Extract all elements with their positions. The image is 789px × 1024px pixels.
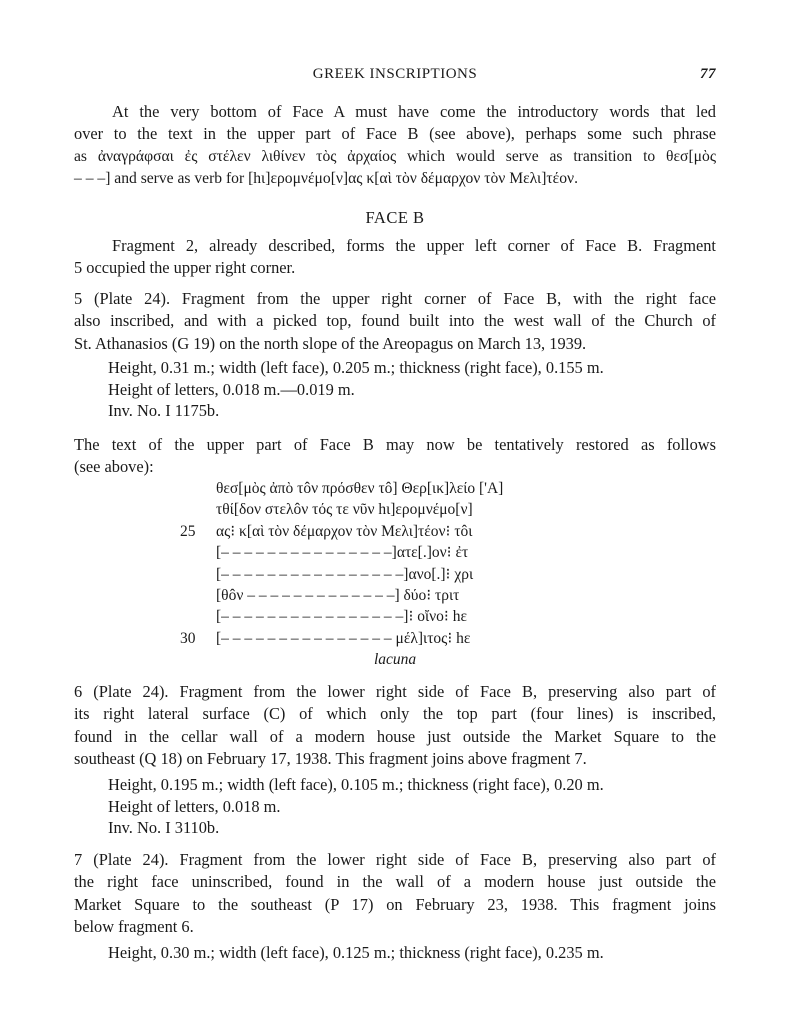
inscription-line	[180, 606, 600, 627]
inscription-line-text: [– – – – – – – – – – – – – – –]ατε[.]ον⁝ ἐτ	[216, 544, 469, 562]
intro-paragraph	[74, 101, 716, 191]
inscription-line	[180, 521, 600, 542]
inscription-line-text: [– – – – – – – – – – – – – – – –]⁝ οἴνο⁝ hε	[216, 608, 467, 626]
measurement-line: Inv. No. I 3110b.	[108, 818, 220, 837]
lacuna-label: lacuna	[374, 651, 417, 668]
paragraph-line: – – –] and serve as verb for [hι]ερομνέμο[ν]ας κ[αὶ τὸν δέμαρχον τὸν Μελι]τέον.	[74, 170, 578, 188]
inscription-line	[180, 478, 600, 499]
measurement-line: Height, 0.31 m.; width (left face), 0.205 m.; thickness (right face), 0.155 m.	[108, 358, 604, 377]
page-number: 77	[700, 66, 716, 82]
paragraph-line: the right face uninscribed, found in the wall of a modern house just outside the	[74, 872, 716, 892]
measurement-line: Inv. No. I 1175b.	[108, 401, 220, 420]
section-heading: FACE B	[365, 208, 425, 227]
paragraph-line: southeast (Q 18) on February 17, 1938. This fragment joins above fragment 7.	[74, 749, 587, 769]
paragraph-line: At the very bottom of Face A must have come the introductory words that led	[112, 102, 716, 121]
inscription-line-text: θεσ[μὸς ἀπὸ τôν πρόσθεν τô] Θερ[ικ]λείο ['Α]	[216, 480, 504, 497]
inscription-line	[180, 564, 600, 585]
fragment-6-description	[74, 681, 716, 771]
paragraph-line: (see above):	[74, 457, 154, 477]
inscription-line	[180, 542, 600, 563]
measurement-line: Height, 0.30 m.; width (left face), 0.125 m.; thickness (right face), 0.235 m.	[108, 943, 604, 962]
paragraph-line: 6 (Plate 24). Fragment from the lower right side of Face B, preserving also part of	[74, 682, 716, 701]
fragment-7-measurements	[108, 942, 716, 964]
measurement-line: Height, 0.195 m.; width (left face), 0.105 m.; thickness (right face), 0.20 m.	[108, 775, 604, 794]
paragraph-line: Market Square to the southeast (P 17) on February 23, 1938. This fragment joins	[74, 894, 716, 914]
paragraph-line: 7 (Plate 24). Fragment from the lower right side of Face B, preserving also part of	[74, 850, 716, 869]
measurement-line: Height of letters, 0.018 m.—0.019 m.	[108, 379, 355, 399]
paragraph-line: below fragment 6.	[74, 917, 194, 937]
paragraph-line: its right lateral surface (C) of which only the top part (four lines) is inscribed,	[74, 704, 716, 724]
inscription-line	[180, 628, 600, 649]
fragment-7-description	[74, 849, 716, 939]
face-b-paragraph	[74, 235, 716, 280]
paragraph-line: Fragment 2, already described, forms the upper left corner of Face B. Fragment	[112, 236, 716, 255]
paragraph-line: 5 occupied the upper right corner.	[74, 258, 296, 278]
inscription-line-text: [– – – – – – – – – – – – – – – μέλ]ιτος⁝ hε	[216, 629, 471, 647]
measurement-line: Height of letters, 0.018 m.	[108, 796, 281, 816]
paragraph-line: as ἀναγράφσαι ἐς στέλεν λιθίνεν τὸς ἀρχαίος which would serve as transition to θεσ[μὸς	[74, 147, 716, 165]
restoration-intro	[74, 434, 716, 479]
inscription-line-text: [θôν – – – – – – – – – – – – –] δύο⁝ τριτ	[216, 586, 460, 604]
paragraph-line: The text of the upper part of Face B may now be tentatively restored as follows	[74, 435, 716, 454]
inscription-line	[180, 585, 600, 606]
fragment-5-description	[74, 288, 716, 355]
running-title: GREEK INSCRIPTIONS	[312, 66, 478, 82]
inscription-line-text: [– – – – – – – – – – – – – – – –]ανο[.]⁝ χρι	[216, 565, 474, 583]
paragraph-line: over to the text in the upper part of Face B (see above), perhaps some such phrase	[74, 124, 716, 144]
paragraph-line: 5 (Plate 24). Fragment from the upper right corner of Face B, with the right face	[74, 289, 716, 308]
paragraph-line: St. Athanasios (G 19) on the north slope of the Areopagus on March 13, 1939.	[74, 333, 587, 353]
inscription-text	[180, 478, 600, 649]
inscription-line	[180, 499, 600, 520]
line-number: 25	[180, 522, 196, 540]
running-head	[74, 66, 716, 86]
paragraph-line: also inscribed, and with a picked top, found built into the west wall of the Church of	[74, 311, 716, 331]
paragraph-line: found in the cellar wall of a modern house just outside the Market Square to the	[74, 726, 716, 746]
fragment-6-measurements	[108, 774, 716, 839]
inscription-line-text: ας⁝ κ[αὶ τὸν δέμαρχον τὸν Μελι]τέον⁝ τôι	[216, 522, 473, 540]
line-number: 30	[180, 629, 196, 647]
fragment-5-measurements	[108, 357, 716, 422]
inscription-line-text: τθί[δον στελôν τός τε νῦν hι]ερομνέμο[ν]	[216, 501, 473, 519]
